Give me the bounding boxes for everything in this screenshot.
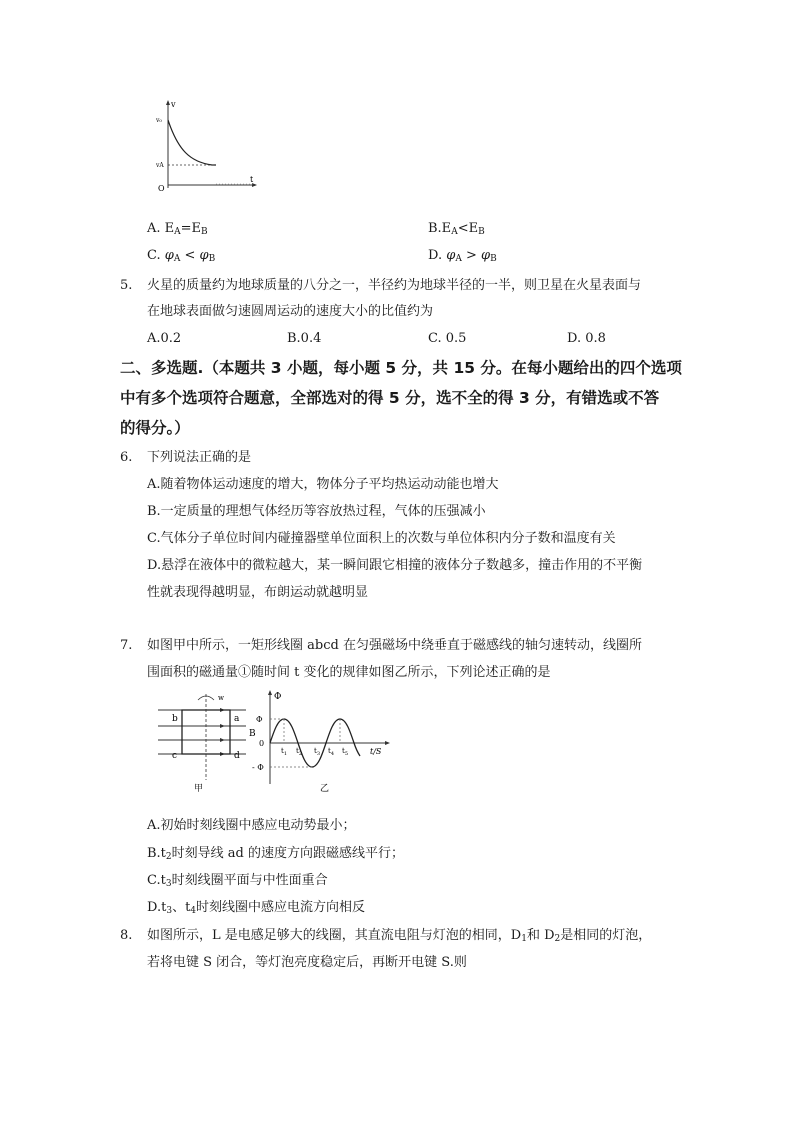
q8-sub1: 1 [521, 934, 527, 944]
q4-d-phi: φ [446, 248, 456, 263]
time-axis-arrow [385, 741, 390, 745]
time-axis-label: t/S [370, 747, 382, 756]
t3-label: $t_3$ [314, 747, 321, 757]
flux-time-graph [250, 688, 398, 796]
q4-a-mid: =E [180, 221, 202, 236]
q4-c-mid: < [180, 248, 200, 263]
q7-d-sub1: 3 [166, 906, 173, 916]
q4-d-pre: D. [428, 248, 447, 263]
q7-line2: 围面积的磁通量①随时间 t 变化的规律如图乙所示，下列论述正确的是 [147, 665, 551, 680]
q7-b-sub: 2 [165, 852, 172, 862]
q5-line1: 火星的质量约为地球质量的八分之一，半径约为地球半径的一半，则卫星在火星表面与 [147, 278, 642, 293]
q5-option-b: B.0.4 [287, 331, 322, 346]
q7-d-pre: D.t [147, 900, 167, 915]
q8-line1 [147, 927, 651, 945]
vA-label: vA [156, 162, 164, 169]
velocity-time-graph [150, 98, 262, 194]
q6-option-c: C.气体分子单位时间内碰撞器壁单位面积上的次数与单位体积内分子数和温度有关 [147, 531, 616, 546]
fig-caption-yi: 乙 [320, 784, 330, 794]
q4-option-c [147, 247, 215, 265]
q4-c-pre: C. [147, 248, 165, 263]
q4-option-b [428, 220, 485, 238]
section2-heading-line3: 的得分。） [120, 419, 190, 437]
q4-d-sub1: A [455, 254, 462, 264]
q4-c-phi: φ [164, 248, 174, 263]
q7-b-post: 时刻导线 ad 的速度方向跟磁感线平行； [171, 846, 404, 861]
q7-number: 7. [120, 638, 133, 653]
q5-option-a: A.0.2 [147, 331, 182, 346]
q7-c-pre: C.t [147, 873, 166, 888]
t1-label: $t_1$ [281, 747, 288, 757]
q5-option-d: D. 0.8 [567, 331, 606, 346]
phi-neg-label: - Φ [252, 763, 264, 772]
origin-label: O [158, 184, 165, 193]
q4-a-pre: A. E [147, 221, 175, 236]
q4-b-mid: <E [457, 221, 479, 236]
coil-magnetic-field-figure [150, 688, 265, 796]
q4-option-a [147, 220, 208, 238]
q7-c-sub: 3 [165, 879, 172, 889]
q7-b-pre: B.t [147, 846, 166, 861]
section2-heading-line1: 二、多选题.（本题共 3 小题，每小题 5 分，共 15 分。在每小题给出的四个选项 [120, 359, 682, 377]
q7-c-post: 时刻线圈平面与中性面重合 [171, 873, 328, 888]
q7-option-a: A.初始时刻线圈中感应电动势最小； [147, 818, 356, 833]
q5-number: 5. [120, 278, 133, 293]
v0-label: v₀ [156, 117, 162, 124]
q7-d-post: 时刻线圈中感应电流方向相反 [196, 900, 366, 915]
q6-option-d-line2: 性就表现得越明显，布朗运动就越明显 [147, 585, 369, 600]
q4-a-sub1: A [174, 227, 181, 237]
t2-label: $t_2$ [296, 747, 303, 757]
phi-pos-label: Φ [256, 715, 263, 724]
q5-line2: 在地球表面做匀速圆周运动的速度大小的比值约为 [147, 304, 434, 319]
v-axis-label: v [171, 100, 176, 109]
coil-label-b: b [172, 714, 178, 724]
q8-line2: 若将电键 S 闭合，等灯泡亮度稳定后，再断开电键 S.则 [147, 955, 467, 970]
q4-b-pre: B.E [428, 221, 452, 236]
q7-d-mid: 、t [172, 900, 191, 915]
q6-option-b: B.一定质量的理想气体经历等容放热过程，气体的压强减小 [147, 504, 486, 519]
q7-d-sub2: 4 [190, 906, 197, 916]
coil-label-c: c [172, 751, 178, 761]
q8-sub2: 2 [554, 934, 561, 944]
q4-d-sub2: B [490, 254, 497, 264]
q8-l1b: 和 D [526, 928, 555, 943]
q8-l1c: 是相同的灯泡， [560, 928, 652, 943]
q7-line1: 如图甲中所示，一矩形线圈 abcd 在匀强磁场中绕垂直于磁感线的轴匀速转动，线圈所 [147, 638, 642, 653]
q4-c-sub2: B [208, 254, 216, 264]
q4-c-phi2: φ [199, 248, 209, 263]
omega-label: w [218, 694, 224, 702]
t-axis-label: t [250, 175, 254, 184]
q4-option-d [428, 247, 497, 265]
q5-option-c: C. 0.5 [428, 331, 467, 346]
fig-caption-jia: 甲 [194, 784, 204, 794]
coil-label-d: d [234, 751, 240, 761]
q7-option-d [147, 899, 365, 917]
q7-option-c [147, 872, 328, 890]
q4-b-sub2: B [478, 227, 485, 237]
phi-axis-label: Φ [274, 692, 282, 702]
v-curve [168, 120, 216, 165]
t4-label: $t_4$ [328, 747, 335, 757]
q6-option-a: A.随着物体运动速度的增大，物体分子平均热运动动能也增大 [147, 477, 499, 492]
q4-c-sub1: A [173, 254, 181, 264]
coil-label-a: a [234, 714, 240, 724]
q4-b-sub1: A [451, 227, 458, 237]
section2-heading-line2: 中有多个选项符合题意，全部选对的得 5 分，选不全的得 3 分，有错选或不答 [120, 389, 660, 407]
q8-l1a: 如图所示，L 是电感足够大的线圈，其直流电阻与灯泡的相同，D [147, 928, 522, 943]
phi-axis-arrow [268, 690, 272, 695]
v-axis-arrow [166, 100, 170, 105]
q7-option-b [147, 845, 404, 863]
q8-number: 8. [120, 928, 133, 943]
q4-d-mid: > [461, 248, 482, 263]
field-label-B: B [249, 729, 256, 739]
q6-stem: 下列说法正确的是 [147, 450, 252, 465]
q4-d-phi2: φ [481, 248, 491, 263]
zero-label: 0 [259, 739, 265, 748]
t5-label: $t_5$ [342, 747, 349, 757]
field-arrow-2 [220, 724, 225, 728]
q6-number: 6. [120, 450, 133, 465]
q6-option-d-line1: D.悬浮在液体中的微粒越大，某一瞬间跟它相撞的液体分子数越多，撞击作用的不平衡 [147, 558, 643, 573]
field-arrow-3 [220, 738, 225, 742]
q4-a-sub2: B [201, 227, 208, 237]
